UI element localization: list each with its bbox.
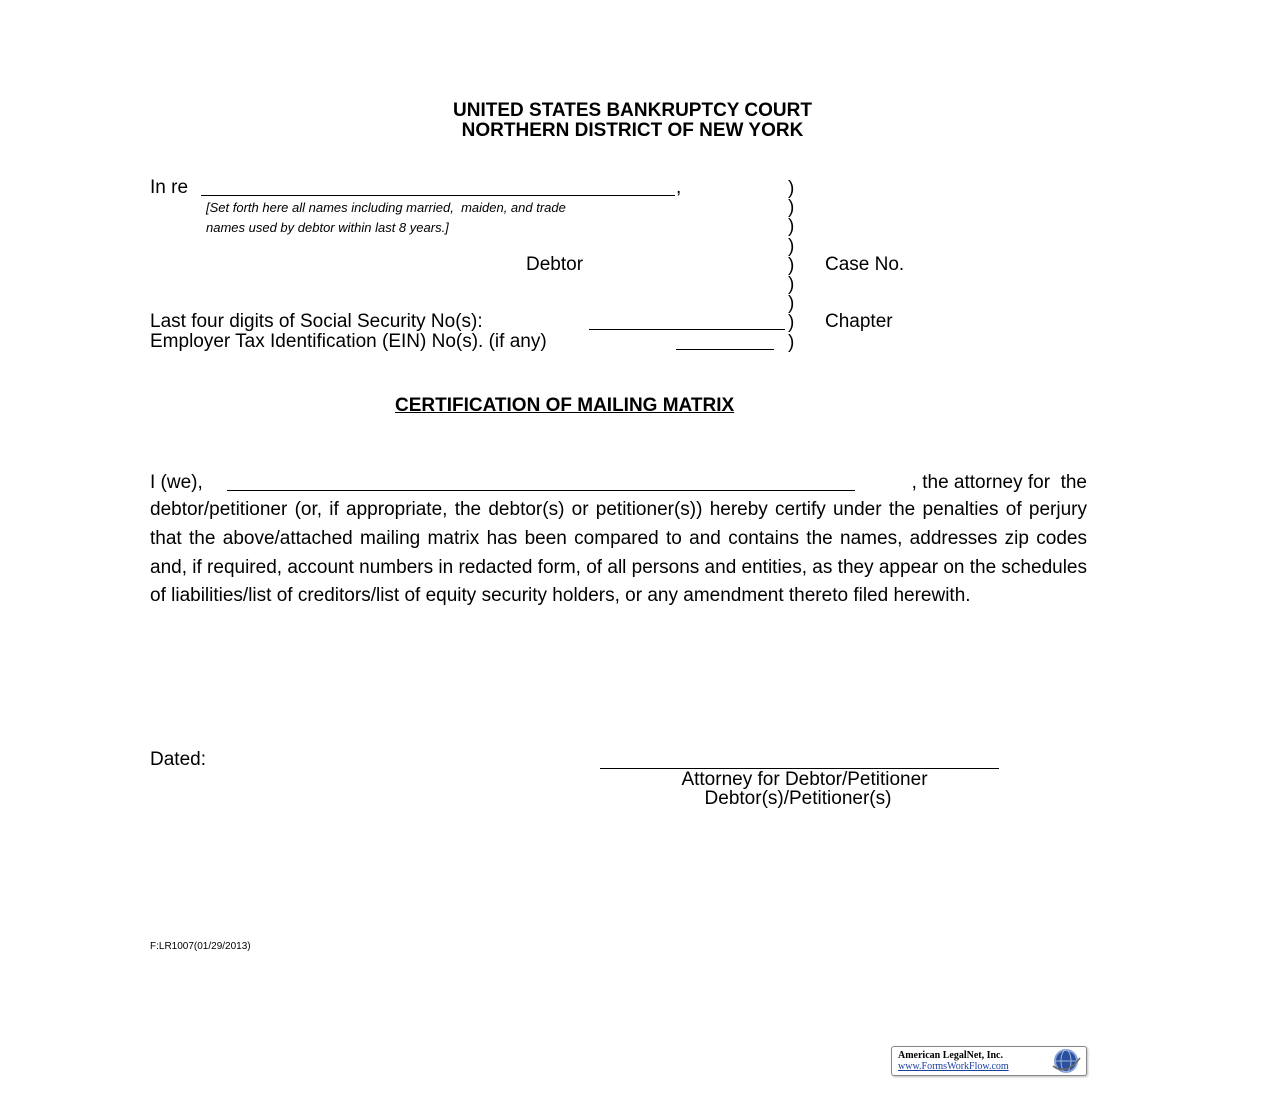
debtor-name-blank[interactable] bbox=[201, 178, 675, 196]
caption-paren: ) bbox=[788, 197, 795, 218]
district-name: NORTHERN DISTRICT OF NEW YORK bbox=[461, 120, 804, 141]
caption-paren: ) bbox=[788, 332, 795, 353]
logo-name: American LegalNet, Inc. bbox=[898, 1050, 1003, 1061]
document-title: CERTIFICATION OF MAILING MATRIX bbox=[395, 395, 735, 416]
american-legalnet-logo bbox=[891, 1046, 1087, 1076]
caption-paren: ) bbox=[788, 255, 795, 276]
body-lead: I (we), bbox=[150, 472, 203, 493]
caption-paren: ) bbox=[788, 312, 795, 333]
dated-label: Dated: bbox=[150, 749, 206, 770]
ssn-blank[interactable] bbox=[589, 312, 785, 330]
attorney-name-blank[interactable] bbox=[227, 473, 855, 491]
globe-icon bbox=[1049, 1048, 1083, 1074]
caption-paren: ) bbox=[788, 293, 795, 314]
ein-blank[interactable] bbox=[676, 332, 774, 350]
ssn-label: Last four digits of Social Security No(s): bbox=[150, 311, 483, 332]
debtor-label: Debtor bbox=[526, 254, 584, 275]
caption-paren: ) bbox=[788, 216, 795, 237]
body-attorney-text: , the attorney for the bbox=[911, 472, 1087, 493]
in-re-comma: , bbox=[676, 177, 682, 198]
caption-paren: ) bbox=[788, 274, 795, 295]
certification-paragraph: debtor/petitioner (or, if appropriate, the debtor(s) or petitioner(s)) hereby certify under the penalties of perjury that the above/attached mailing matrix has been compared to and contains the names, addresses zip codes and, if required, account numbers in redacted form, of all persons and entities, as they appear on the schedules of liabilities/list of creditors/list of equity security holders, or any amendment thereto filed herewith. bbox=[150, 499, 1087, 607]
signature-line[interactable] bbox=[600, 752, 999, 769]
form-id: F:LR1007(01/29/2013) bbox=[150, 941, 251, 952]
ein-label: Employer Tax Identification (EIN) No(s). (if any) bbox=[150, 331, 547, 352]
signature-role-attorney: Attorney for Debtor/Petitioner bbox=[681, 769, 928, 790]
in-re-label: In re bbox=[150, 177, 189, 198]
case-no-label: Case No. bbox=[825, 254, 905, 275]
debtor-names-note-line2: names used by debtor within last 8 years.] bbox=[206, 220, 449, 235]
debtor-names-note-line1: [Set forth here all names including married, maiden, and trade bbox=[206, 200, 566, 215]
court-name: UNITED STATES BANKRUPTCY COURT bbox=[453, 100, 812, 121]
caption-paren: ) bbox=[788, 236, 795, 257]
caption-paren: ) bbox=[788, 178, 795, 199]
logo-url[interactable]: www.FormsWorkFlow.com bbox=[898, 1061, 1009, 1072]
chapter-label: Chapter bbox=[825, 311, 893, 332]
signature-role-debtor: Debtor(s)/Petitioner(s) bbox=[704, 788, 892, 809]
